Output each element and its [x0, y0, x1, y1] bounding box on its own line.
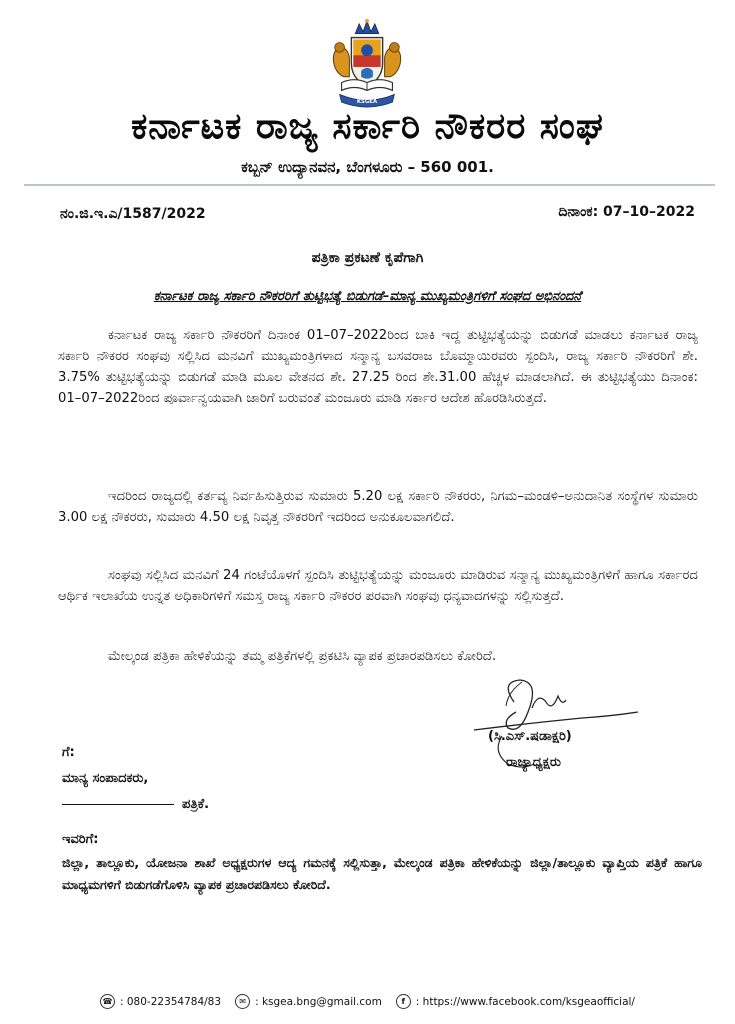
paragraph-text: ಕರ್ನಾಟಕ ರಾಜ್ಯ ಸರ್ಕಾರಿ ನೌಕರರಿಗೆ ದಿನಾಂಕ 01–07–2022ರಿಂದ ಬಾಕಿ ಇದ್ದ ತುಟ್ಟಿಭತ್ಯೆಯನ್ನು ಬಿಡುಗಡೆ ಮಾಡಲು ಕರ್ನಾಟಕ ರಾಜ್ಯ ಸರ್ಕಾರಿ ನೌಕರರ ಸಂಘವು ಸಲ್ಲಿಸಿದ ಮನವಿಗೆ ಮುಖ್ಯಮಂತ್ರಿಗಳಾದ ಸನ್ಮಾನ್ಯ ಬಸವರಾಜ ಬೊಮ್ಮಾಯಿರವರು ಸ್ಪಂದಿಸಿ, ರಾಜ್ಯ ಸರ್ಕಾರಿ ನೌಕರರಿಗೆ ಶೇ. 3.75% ತುಟ್ಟಿಭತ್ಯೆಯನ್ನು ಬಿಡುಗಡೆ ಮಾಡಿ ಮೂಲ ವೇತನದ ಶೇ. 27.25 ರಿಂದ ಶೇ.31.00 ಹೆಚ್ಚಳ ಮಾಡಲಾಗಿದೆ. ಈ ತುಟ್ಟಿಭತ್ಯೆಯು ದಿನಾಂಕ: 01–07–2022ರಿಂದ ಪೂರ್ವಾನ್ವಯವಾಗಿ ಜಾರಿಗೆ ಬರುವಂತೆ ಮಂಜೂರು ಮಾಡಿ ಸರ್ಕಾರ ಆದೇಶ ಹೊರಡಿಸಿರುತ್ತದೆ.: [58, 328, 698, 406]
facebook-icon: f: [396, 994, 411, 1009]
copy-to-label: ಇವರಿಗೆ:: [62, 832, 99, 847]
recipient-editors: ಮಾನ್ಯ ಸಂಪಾದಕರು,: [62, 771, 149, 786]
recipient-newspaper-line: [62, 797, 209, 812]
body-paragraph-1: [58, 325, 698, 409]
paragraph-text: ಸಂಘವು ಸಲ್ಲಿಸಿದ ಮನವಿಗೆ 24 ಗಂಟೆಯೊಳಗೆ ಸ್ಪಂದಿಸಿ ತುಟ್ಟಿಭತ್ಯೆಯನ್ನು ಮಂಜೂರು ಮಾಡಿರುವ ಸನ್ಮಾನ್ಯ ಮುಖ್ಯಮಂತ್ರಿಗಳಿಗೆ ಹಾಗೂ ಸರ್ಕಾರದ ಆರ್ಥಿಕ ಇಲಾಖೆಯ ಉನ್ನತ ಅಧಿಕಾರಿಗಳಿಗೆ ಸಮಸ್ತ ರಾಜ್ಯ ಸರ್ಕಾರಿ ನೌಕರರ ಪರವಾಗಿ ಸಂಘವು ಧನ್ಯವಾದಗಳನ್ನು ಸಲ್ಲಿಸುತ್ತದೆ.: [58, 568, 698, 604]
email-text[interactable]: : ksgea.bng@gmail.com: [255, 995, 382, 1008]
recipient-newspaper: ಪತ್ರಿಕೆ.: [182, 797, 210, 812]
body-paragraph-3: [58, 565, 698, 607]
notice-title: ಪತ್ರಿಕಾ ಪ್ರಕಟಣೆ ಕೃಪೆಗಾಗಿ: [311, 250, 424, 266]
letter-date: ದಿನಾಂಕ: 07–10–2022: [558, 204, 695, 220]
organization-name: ಕರ್ನಾಟಕ ರಾಜ್ಯ ಸರ್ಕಾರಿ ನೌಕರರ ಸಂಘ: [131, 106, 604, 147]
body-paragraph-2: [58, 486, 698, 528]
letterhead-divider: [24, 184, 715, 186]
recipient-label: ಗೆ:: [62, 745, 75, 760]
ksgea-emblem-logo: [318, 18, 416, 110]
phone-text: : 080-22354784/83: [120, 995, 222, 1008]
body-paragraph-4: [58, 646, 698, 667]
signatory-name: (ಸಿ.ಎಸ್.ಷಡಾಕ್ಷರಿ): [488, 729, 572, 744]
footer-email[interactable]: [235, 994, 382, 1009]
facebook-link[interactable]: : https://www.facebook.com/ksgeaofficial/: [415, 995, 635, 1008]
paragraph-text: ಇದರಿಂದ ರಾಜ್ಯದಲ್ಲಿ ಕರ್ತವ್ಯ ನಿರ್ವಹಿಸುತ್ತಿರುವ ಸುಮಾರು 5.20 ಲಕ್ಷ ಸರ್ಕಾರಿ ನೌಕರರು, ನಿಗಮ–ಮಂಡಳಿ–ಅನುದಾನಿತ ಸಂಸ್ಥೆಗಳ ಸುಮಾರು 3.00 ಲಕ್ಷ ನೌಕರರು, ಸುಮಾರು 4.50 ಲಕ್ಷ ನಿವೃತ್ತ ನೌಕರರಿಗೆ ಇದರಿಂದ ಅನುಕೂಲವಾಗಲಿದೆ.: [58, 489, 698, 525]
subject-line: ಕರ್ನಾಟಕ ರಾಜ್ಯ ಸರ್ಕಾರಿ ನೌಕರರಿಗೆ ತುಟ್ಟಿಭತ್ಯೆ ಬಿಡುಗಡೆ–ಮಾನ್ಯ ಮುಖ್ಯಮಂತ್ರಿಗಳಿಗೆ ಸಂಘದ ಅಭಿನಂದನೆ: [153, 289, 582, 304]
organization-address: ಕಬ್ಬನ್ ಉದ್ಯಾನವನ, ಬೆಂಗಳೂರು – 560 001.: [241, 158, 494, 176]
paragraph-text: ಮೇಲ್ಕಂಡ ಪತ್ರಿಕಾ ಹೇಳಿಕೆಯನ್ನು ತಮ್ಮ ಪತ್ರಿಕೆಗಳಲ್ಲಿ ಪ್ರಕಟಿಸಿ ವ್ಯಾಪಕ ಪ್ರಚಾರಪಡಿಸಲು ಕೋರಿದೆ.: [108, 649, 497, 664]
copy-to-text: ಜಿಲ್ಲಾ, ತಾಲ್ಲೂಕು, ಯೋಜನಾ ಶಾಖೆ ಅಧ್ಯಕ್ಷರುಗಳ ಆದ್ಯ ಗಮನಕ್ಕೆ ಸಲ್ಲಿಸುತ್ತಾ, ಮೇಲ್ಕಂಡ ಪತ್ರಿಕಾ ಹೇಳಿಕೆಯನ್ನು ಜಿಲ್ಲಾ/ತಾಲ್ಲೂಕು ವ್ಯಾಪ್ತಿಯ ಪತ್ರಿಕೆ ಹಾಗೂ ಮಾಧ್ಯಮಗಳಿಗೆ ಬಿಡುಗಡೆಗೊಳಿಸಿ ವ್ಯಾಪಕ ಪ್ರಚಾರಪಡಿಸಲು ಕೋರಿದೆ.: [62, 855, 702, 892]
reference-number: ನಂ.ಜಿ.ಇ.ಎ/1587/2022: [60, 206, 206, 222]
phone-icon: ☎: [100, 994, 115, 1009]
blank-line: [62, 804, 174, 805]
logo-ribbon-text: KSGEA: [356, 99, 378, 106]
contact-footer: [100, 994, 635, 1009]
footer-facebook[interactable]: [396, 994, 635, 1009]
email-icon: ✉: [235, 994, 250, 1009]
footer-phone: [100, 994, 221, 1009]
signatory-title: ರಾಜ್ಯಾಧ್ಯಕ್ಷರು: [506, 755, 561, 770]
